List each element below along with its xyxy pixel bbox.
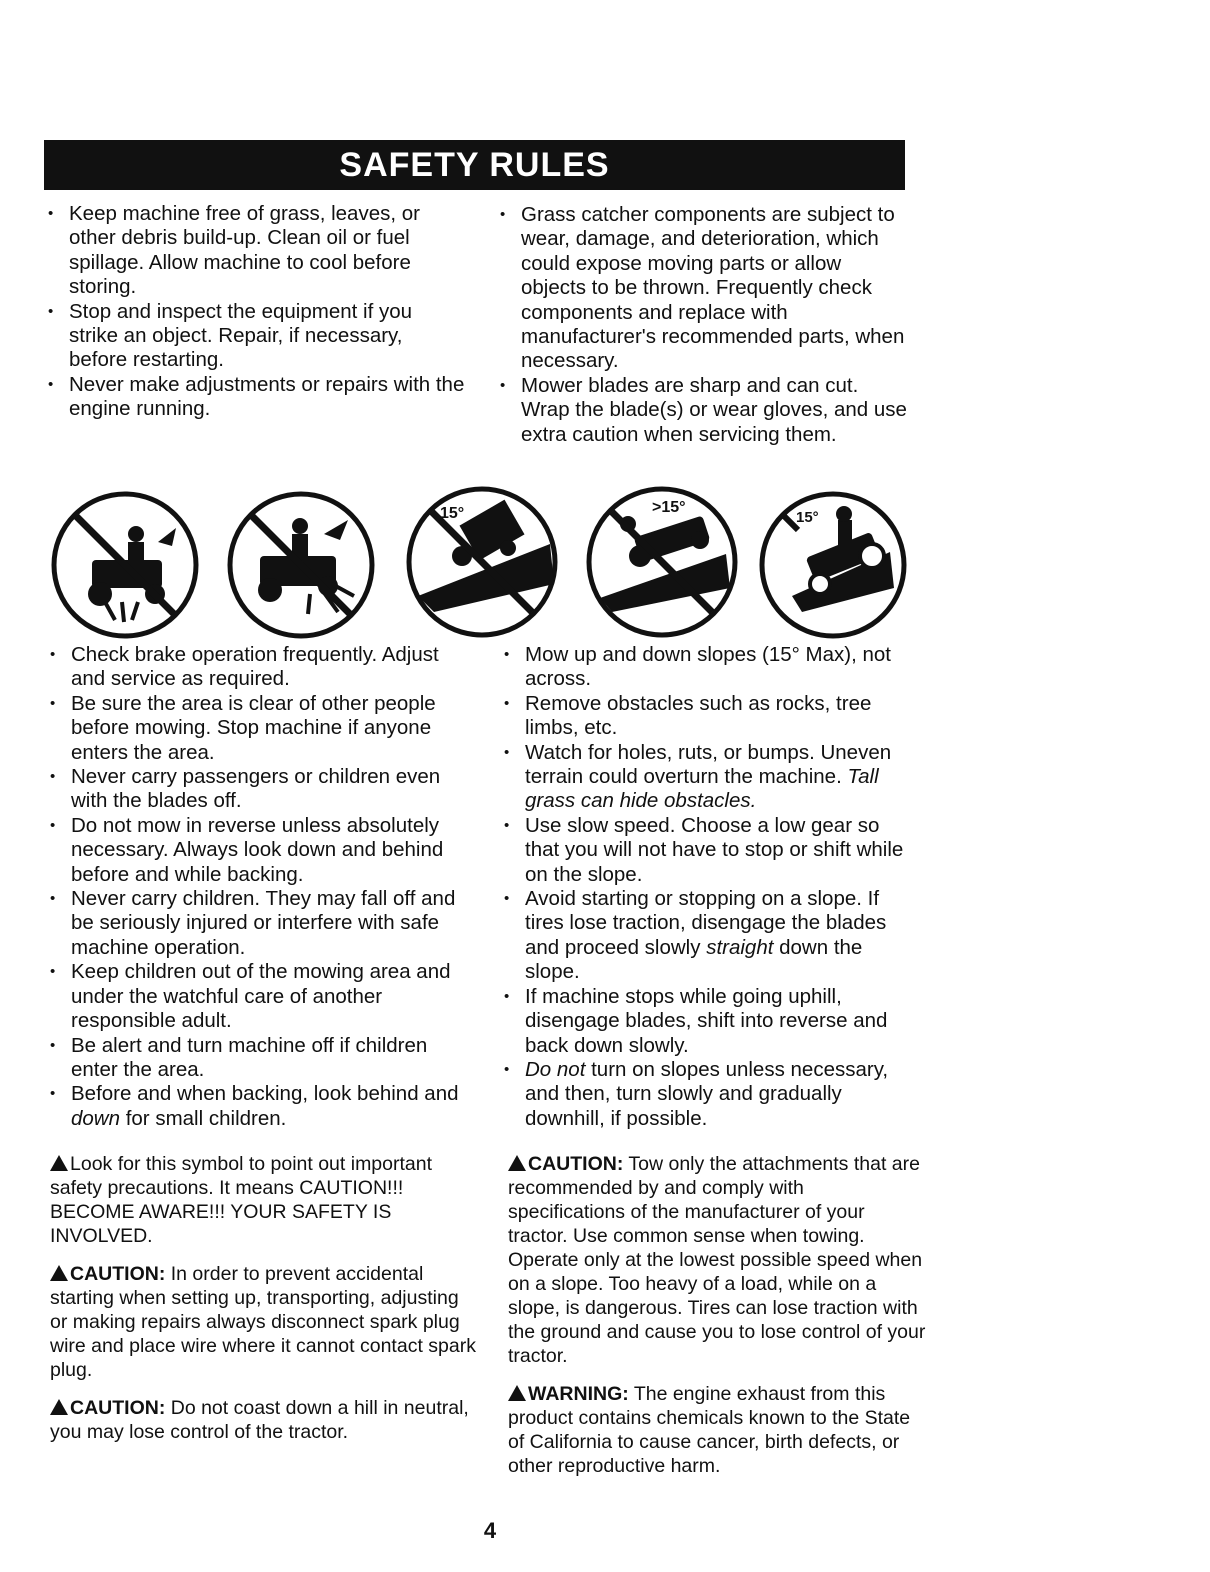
list-item: • Never carry passengers or children even with the blades off. [48, 765, 468, 814]
caution-note [50, 1262, 478, 1382]
note-text: Look for this symbol to point out important safety precautions. It means CAUTION!!! BECOME AWARE!!! YOUR SAFETY IS INVOLVED. [50, 1153, 433, 1247]
list-item: • Check brake operation frequently. Adjust and service as required. [48, 643, 468, 692]
note-text: In order to prevent accidental starting when setting up, transporting, adjusting or making repairs always disconnect spark plug wire and place wire where it cannot contact spark plug. [50, 1263, 476, 1381]
rule-emphasis: Do not [525, 1057, 586, 1081]
list-item: • Be sure the area is clear of other people before mowing. Stop machine if anyone enters the area. [48, 692, 468, 765]
warning-triangle-icon [50, 1155, 68, 1171]
list-item: • Never make adjustments or repairs with the engine running. [46, 373, 466, 422]
mid-right-rules [502, 643, 912, 1131]
caution-note [50, 1396, 478, 1444]
slope-warning-icon [758, 490, 908, 640]
list-item: • Use slow speed. Choose a low gear so that you will not have to stop or shift while on the slope. [502, 814, 912, 887]
rule-text: Avoid starting or stopping on a slope. If tires lose traction, disengage the blades and proceed slowly [525, 887, 887, 959]
rule-text: down the slope. [525, 935, 863, 984]
note-text: Do not coast down a hill in neutral, you may lose control of the tractor. [50, 1397, 469, 1443]
warning-triangle-icon [508, 1155, 526, 1171]
list-item: • Remove obstacles such as rocks, tree limbs, etc. [502, 692, 912, 741]
caution-label: CAUTION: [528, 1153, 624, 1175]
warning-triangle-icon [508, 1385, 526, 1401]
list-item: • Never carry children. They may fall off and be seriously injured or interfere with safe machine operation. [48, 887, 468, 960]
rule-text: Before and when backing, look behind and [71, 1082, 459, 1106]
list-item: • Keep children out of the mowing area and under the watchful care of another responsible adult. [48, 960, 468, 1033]
caution-note [508, 1152, 926, 1368]
page-number: 4 [483, 1518, 497, 1543]
warning-label: WARNING: [528, 1383, 629, 1405]
note-text: Tow only the attachments that are recommended by and comply with specifications of the manufacturer of your tractor. Use common sense when towing. Operate only at the lowest possible speed when on a slope. Too heavy of a load, while on a slope, is dangerous. Tires can lose traction with the ground and cause you to lose control of your tractor. [508, 1153, 926, 1367]
rule-emphasis: down [71, 1106, 121, 1130]
list-item: • Grass catcher components are subject to wear, damage, and deterioration, which could expose moving parts or allow objects to be thrown. Frequently check components and replace with manufacturer's recommended parts, when necessary. [498, 203, 910, 374]
list-item: • If machine stops while going uphill, disengage blades, shift into reverse and back down slowly. [502, 985, 912, 1058]
list-item [502, 1058, 912, 1131]
list-item [502, 887, 912, 985]
list-item: • Do not mow in reverse unless absolutely necessary. Always look down and behind before and while backing. [48, 814, 468, 887]
no-passengers-icon [50, 490, 200, 640]
no-slope-across-icon [404, 484, 560, 640]
warning-triangle-icon [50, 1399, 68, 1415]
warning-note [508, 1382, 926, 1478]
list-item [502, 741, 912, 814]
top-right-rules [498, 203, 910, 447]
caution-label: CAUTION: [70, 1397, 166, 1419]
symbol-note [50, 1152, 478, 1248]
slope-label: 15° [796, 509, 819, 526]
rule-text: Watch for holes, ruts, or bumps. Uneven terrain could overturn the machine. [525, 740, 892, 789]
rule-emphasis: Tall grass can hide obstacles. [525, 765, 879, 813]
page-title: SAFETY RULES [44, 140, 905, 190]
caution-label: CAUTION: [70, 1263, 166, 1285]
list-item: • Stop and inspect the equipment if you strike an object. Repair, if necessary, before restarting. [46, 300, 466, 373]
list-item: • Keep machine free of grass, leaves, or other debris build-up. Clean oil or fuel spillage. Allow machine to cool before storing. [46, 202, 466, 300]
list-item: • Be alert and turn machine off if children enter the area. [48, 1034, 468, 1083]
right-notes [508, 1152, 926, 1492]
list-item: • Mow up and down slopes (15° Max), not across. [502, 643, 912, 692]
list-item: • Mower blades are sharp and can cut. Wrap the blade(s) or wear gloves, and use extra caution when servicing them. [498, 374, 910, 447]
top-left-rules [46, 202, 466, 422]
slope-label: 15° [440, 505, 465, 522]
no-children-icon [226, 490, 376, 640]
left-notes [50, 1152, 478, 1458]
mid-left-rules [48, 643, 468, 1131]
rule-text: turn on slopes unless necessary, and then, turn slowly and gradually downhill, if possible. [525, 1057, 889, 1130]
rule-emphasis: straight [706, 935, 774, 959]
list-item [48, 1082, 468, 1131]
warning-triangle-icon [50, 1265, 68, 1281]
note-text: The engine exhaust from this product contains chemicals known to the State of California to cause cancer, birth defects, or other reproductive harm. [508, 1383, 911, 1477]
rule-text: for small children. [120, 1106, 287, 1130]
slope-label: >15° [652, 499, 686, 516]
no-steep-slope-icon [584, 484, 740, 640]
